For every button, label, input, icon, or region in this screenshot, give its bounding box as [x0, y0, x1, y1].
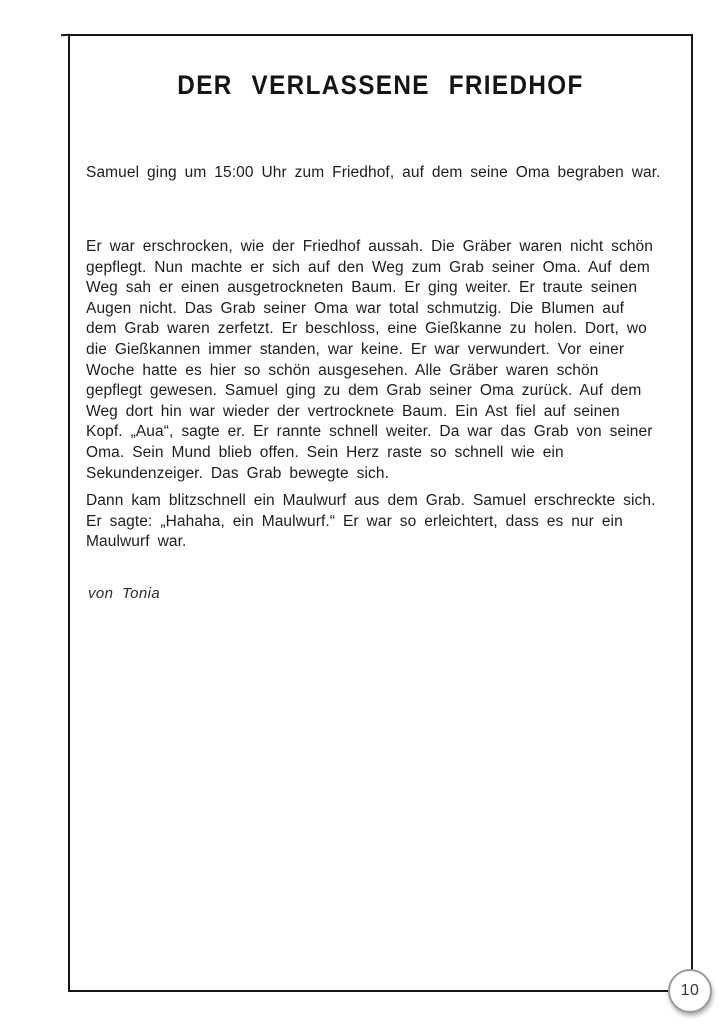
- paragraph-main: Er war erschrocken, wie der Friedhof aussah. Die Gräber waren nicht schön gepflegt. Nun machte er sich auf den Weg zum Grab seiner Oma. Auf dem Weg sah er einen ausgetrockneten Baum. Er ging weiter. Er traute seinen Augen nicht. Das Grab seiner Oma war total schmutzig. Die Blumen auf dem Grab waren zerfetzt. Er beschloss, eine Gießkanne zu holen. Dort, wo die Gießkannen immer standen, war keine. Er war verwundert. Vor einer Woche hatte es hier so schön ausgesehen. Alle Gräber waren schön gepflegt gewesen. Samuel ging zu dem Grab seiner Oma zurück. Auf dem Weg dort hin war wieder der vertrocknete Baum. Ein Ast fiel auf seinen Kopf. „Aua“, sagte er. Er rannte schnell weiter. Da war das Grab von seiner Oma. Sein Mund blieb offen. Sein Herz raste so schnell wie ein Sekundenzeiger. Das Grab bewegte sich.: [86, 238, 654, 482]
- paragraph-ending: Dann kam blitzschnell ein Maulwurf aus dem Grab. Samuel erschreckte sich. Er sagte: „Hahaha, ein Maulwurf.“ Er war so erleichtert, dass es nur ein Maulwurf war.: [86, 492, 656, 551]
- page-number-badge: [668, 969, 712, 1013]
- page-title: DER VERLASSENE FRIEDHOF: [177, 70, 584, 100]
- author-byline: von Tonia: [88, 585, 161, 602]
- page-number: 10: [680, 982, 700, 999]
- paragraph-intro: Samuel ging um 15:00 Uhr zum Friedhof, auf dem seine Oma begraben war.: [86, 164, 661, 181]
